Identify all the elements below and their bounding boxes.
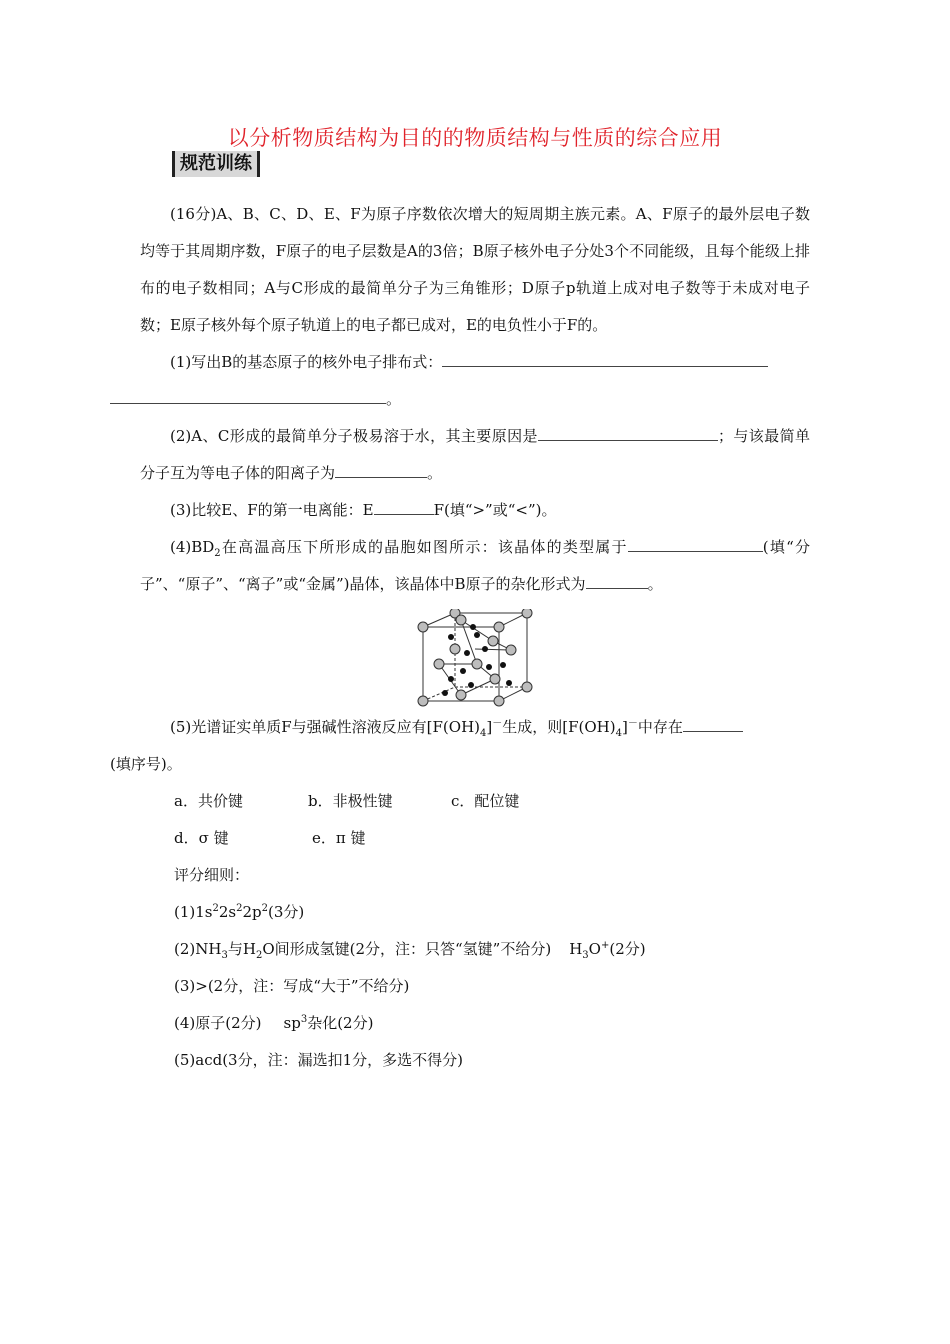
scoring-2: $(2)NH_3$与$H_2O$间形成氢键(2分，注：只答“氢键”不给分) $H_3O^+(2$分) — [174, 940, 646, 961]
option-d: d．σ 键 — [174, 829, 229, 847]
option-c: c．配位键 — [451, 792, 520, 810]
scoring-1: $(1)1s^22s^22p^2(3$分) — [174, 903, 305, 921]
scoring-4: (4)原子(2分) $sp^3$杂化(2分) — [174, 1014, 374, 1032]
answer-blank-4a[interactable] — [628, 533, 763, 552]
answer-blank-3[interactable] — [374, 496, 434, 515]
answer-blank-1[interactable] — [442, 348, 768, 367]
question-2: (2)A、C形成的最简单分子极易溶于水，其主要原因是 ；与该最简单分子互为等电子体的阳离子为 。 — [140, 418, 810, 492]
answer-blank-2b[interactable] — [335, 459, 427, 478]
crystal-lattice-icon — [415, 609, 535, 707]
scoring-5: (5)acd(3分，注：漏选扣1分，多选不得分) — [174, 1051, 463, 1069]
question-intro: (16分)A、B、C、D、E、F为原子序数依次增大的短周期主族元素。A、F原子的最外层电子数均等于其周期序数，F原子的电子层数是A的3倍；B原子核外电子分处3个不同能级，且每个能级上排布的电子数相同；A与C形成的最简单分子为三角锥形；D原子p轨道上成对电子数等于未成对电子数；E原子核外每个原子轨道上的电子都已成对，E的电负性小于F的。 — [140, 205, 810, 334]
answer-blank-5[interactable] — [683, 713, 743, 732]
question-1: (1)写出B的基态原子的核外电子排布式： 。 — [140, 344, 810, 418]
question-5: (5)光谱证实单质F与强碱性溶液反应有$[F(OH)_4]^-$生成，则$[F(OH)_4]^-$中存在 (填序号)。 — [140, 709, 810, 783]
scoring-3: (3)>(2分，注：写成“大于”不给分) — [174, 977, 410, 995]
crystal-cell-figure — [140, 609, 810, 707]
page-title: 以分析物质结构为目的的物质结构与性质的综合应用 — [227, 126, 723, 150]
answer-blank-1b[interactable] — [110, 385, 386, 404]
tag-bar-right — [257, 151, 260, 177]
question-4: $(4)BD_2$在高温高压下所形成的晶胞如图所示：该晶体的类型属于 (填“分子”、“原子”、“离子”或“金属”)晶体，该晶体中B原子的杂化形式为 。 — [140, 529, 810, 603]
document-body — [110, 196, 810, 1079]
option-a: a．共价键 — [174, 792, 243, 810]
option-b: b．非极性键 — [308, 792, 393, 810]
question-3: (3)比较E、F的第一电离能：E F(填“>”或“<”)。 — [140, 492, 810, 529]
options-row-2 — [140, 820, 810, 857]
answer-blank-4b[interactable] — [586, 570, 648, 589]
scoring-header: 评分细则： — [174, 866, 250, 884]
options-row-1 — [140, 783, 810, 820]
answer-blank-2a[interactable] — [538, 422, 718, 441]
section-tag-label: 规范训练 — [175, 151, 257, 177]
section-tag — [172, 150, 260, 178]
option-e: e．π 键 — [312, 829, 366, 847]
